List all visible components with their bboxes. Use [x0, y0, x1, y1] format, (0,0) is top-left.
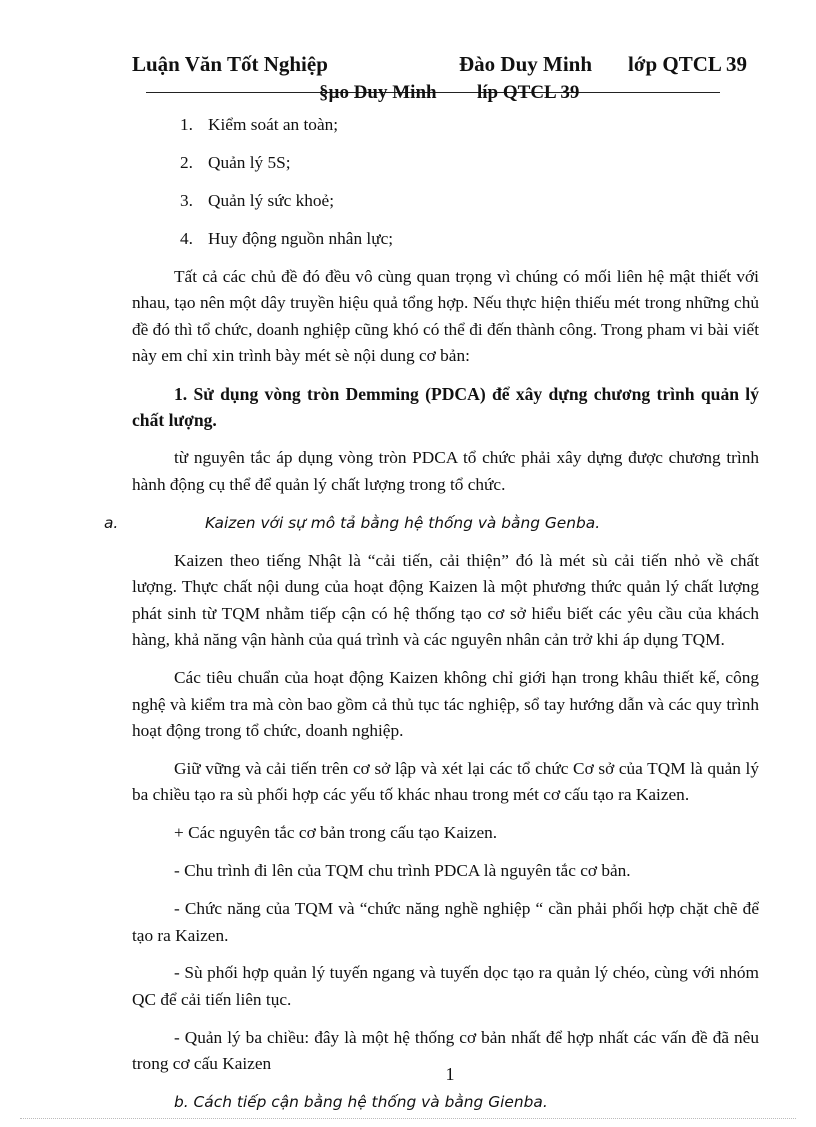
list-item: 4. Huy động nguồn nhân lực;: [180, 228, 394, 248]
subsection-a-heading: a. Kaizen với sự mô tả bằng hệ thống và bằng Genba.: [132, 510, 759, 537]
pdca-paragraph: từ nguyên tắc áp dụng vòng tròn PDCA tổ chức phải xây dựng được chương trình hành động cụ thể để quản lý chất lượng trong tổ chức.: [132, 448, 759, 494]
principle-item: - Quản lý ba chiều: đây là một hệ thống cơ bản nhất để hợp nhất các vấn đề đã nêu trong cơ cấu Kaizen: [132, 1027, 759, 1074]
intro-paragraph: Tất cả các chủ đề đó đều vô cùng quan trọng vì chúng có mối liên hệ mật thiết với nhau, tạo nên một dây truyền hiệu quả tổng hợp. Nếu thực hiện thiếu mét trong những chủ đề đó thì tổ chức, doanh nghiệp cũng khó có thể đi đến thành công. Trong pham vi bài viết này em chỉ xin trình bày mét sè nội dung cơ bản:: [132, 266, 759, 366]
principles-title: + Các nguyên tắc cơ bản trong cấu tạo Kaizen.: [174, 823, 498, 843]
page-header: [132, 52, 747, 78]
principle-item: - Sù phối hợp quản lý tuyến ngang và tuyến dọc tạo ra quản lý chéo, cùng với nhóm QC để cải tiến liên tục.: [132, 963, 759, 1009]
header-thesis-title: Luận Văn Tốt Nghiệp: [132, 52, 328, 76]
header-class: lớp QTCL 39: [628, 52, 747, 76]
list-item: 1. Kiểm soát an toàn;: [180, 115, 339, 134]
subheader-class: líp QTCL 39: [477, 82, 580, 103]
list-item: 2. Quản lý 5S;: [180, 152, 291, 172]
header-author: Đào Duy Minh: [459, 52, 593, 76]
subsection-b-heading: b. Cách tiếp cận bằng hệ thống và bằng Gienba.: [174, 1093, 548, 1112]
principle-item: - Chu trình đi lên của TQM chu trình PDCA là nguyên tắc cơ bản.: [174, 861, 631, 881]
section-heading-pdca: 1. Sử dụng vòng tròn Demming (PDCA) để xây dựng chương trình quản lý chất lượng.: [132, 383, 759, 431]
subsection-a-letter: a.: [104, 513, 119, 532]
page-subheader: [146, 82, 720, 104]
kaizen-standards-paragraph: Các tiêu chuẩn của hoạt động Kaizen không chỉ giới hạn trong khâu thiết kế, công nghệ và kiểm tra mà còn bao gồm cả thủ tục tác nghiệp, sổ tay hướng dẫn và các quy trình hoạt động trong tổ chức, doanh nghiệp.: [132, 668, 759, 741]
document-body: [104, 112, 759, 1127]
subheader-author: §µo Duy Minh: [319, 82, 437, 103]
kaizen-paragraph: Kaizen theo tiếng Nhật là “cải tiến, cải thiện” đó là mét sù cải tiến nhỏ về chất lượng. Thực chất nội dung của hoạt động Kaizen là một phương thức quản lý chất lượng phát sinh từ TQM nhằm tiếp cận có hệ thống tạo cơ sở hiểu biết các yêu cầu của khách hàng, khả năng vận hành của quá trình và các nguyên nhân cản trở khi áp dụng TQM.: [132, 550, 759, 650]
principle-item: - Chức năng của TQM và “chức năng nghề nghiệp “ cần phải phối hợp chặt chẽ để tạo ra Kaizen.: [132, 899, 759, 945]
page-number: 1: [445, 1064, 455, 1084]
list-item: 3. Quản lý sức khoẻ;: [180, 190, 334, 210]
kaizen-tqm-paragraph: Giữ vững và cải tiến trên cơ sở lập và xét lại các tổ chức Cơ sở của TQM là quản lý ba chiều tạo ra sù phối hợp các yếu tố khác nhau trong mét cơ cấu tạo ra Kaizen.: [132, 758, 759, 805]
page-bottom-divider: [20, 1118, 796, 1119]
